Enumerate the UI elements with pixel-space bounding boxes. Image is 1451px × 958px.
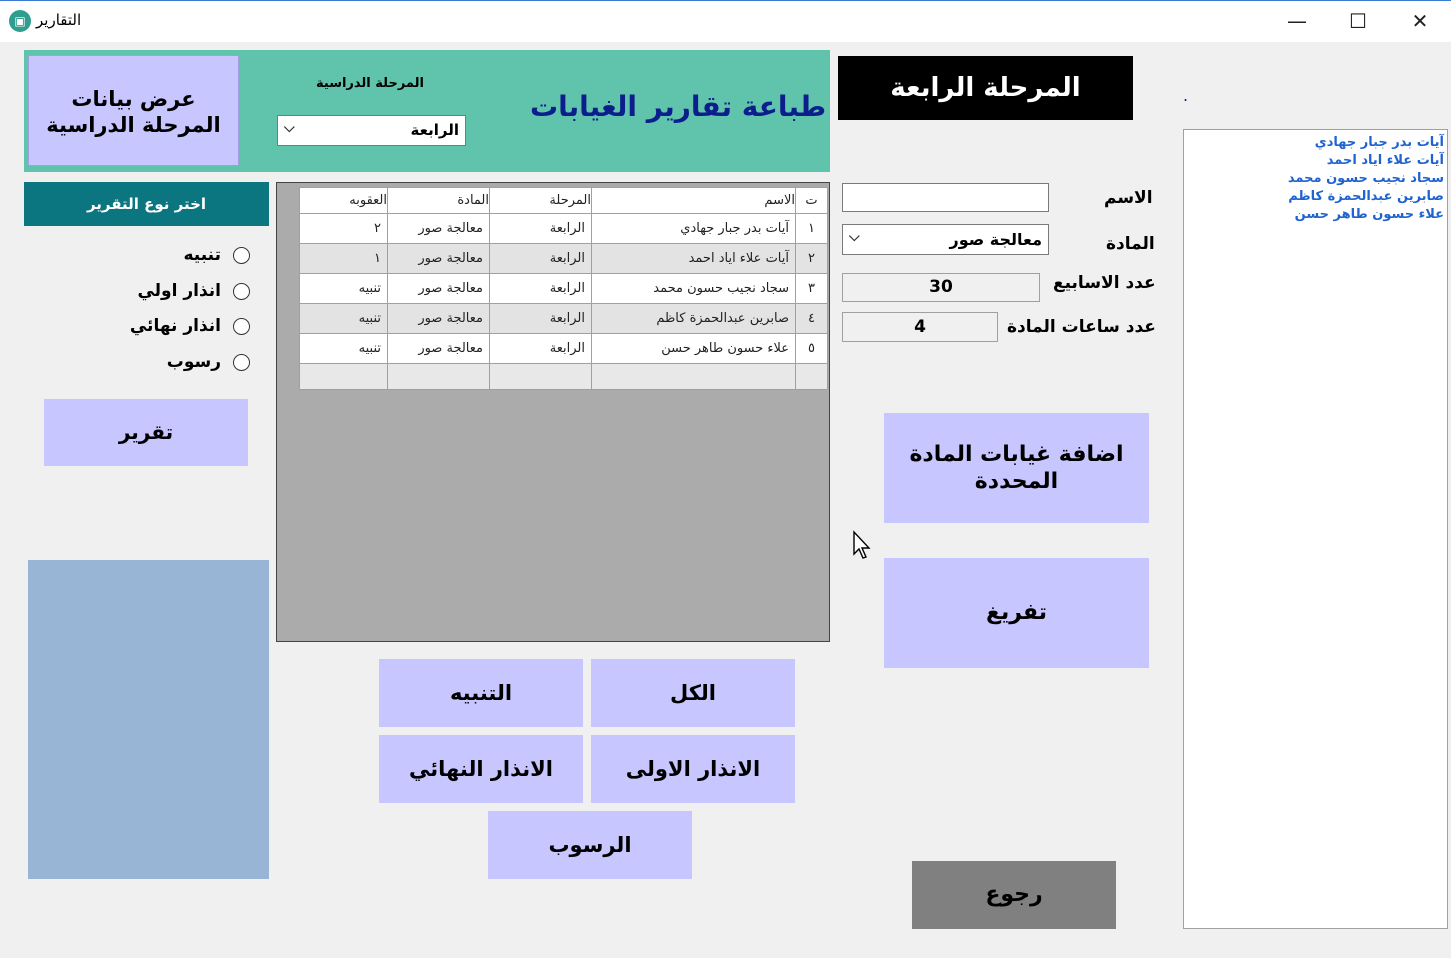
radio-circle-icon[interactable] <box>233 318 250 335</box>
subject-dropdown[interactable] <box>842 224 1049 255</box>
column-header-name[interactable]: الاسم <box>592 188 796 214</box>
list-item[interactable]: صابرين عبدالحمزة كاظم <box>1288 189 1444 204</box>
weeks-input[interactable]: 30 <box>842 273 1040 302</box>
add-absences-button[interactable]: اضافة غيابات المادة المحددة <box>884 413 1149 523</box>
stage-label: المرحلة الدراسية <box>316 76 424 91</box>
list-item[interactable]: آيات علاء اياد احمد <box>1326 153 1444 168</box>
clear-button[interactable]: تفريغ <box>884 558 1149 668</box>
cell-penalty[interactable]: تنبيه <box>300 274 388 304</box>
cell-no[interactable]: ١ <box>796 214 828 244</box>
cell-penalty[interactable]: تنبيه <box>300 334 388 364</box>
cell-name[interactable]: سجاد نجيب حسون محمد <box>592 274 796 304</box>
app-icon: ▣ <box>9 10 31 32</box>
dot-label: . <box>1183 86 1189 105</box>
list-item[interactable]: سجاد نجيب حسون محمد <box>1287 171 1444 186</box>
table-row-new[interactable] <box>300 364 828 390</box>
cell-subject[interactable]: معالجة صور <box>388 274 490 304</box>
stage-banner: المرحلة الرابعة <box>838 56 1133 120</box>
radio-label: انذار نهائي <box>129 316 221 336</box>
all-button[interactable]: الكل <box>591 659 795 727</box>
radio-circle-icon[interactable] <box>233 283 250 300</box>
cell-no[interactable]: ٤ <box>796 304 828 334</box>
name-input[interactable] <box>842 183 1049 212</box>
cell-stage[interactable]: الرابعة <box>490 334 592 364</box>
cell-no[interactable]: ٥ <box>796 334 828 364</box>
cell-name[interactable]: علاء حسون طاهر حسن <box>592 334 796 364</box>
radio-label: انذار اولي <box>137 281 221 301</box>
column-header-subject[interactable]: المادة <box>388 188 490 214</box>
cell-name[interactable]: آيات بدر جبار جهادي <box>592 214 796 244</box>
cell-subject[interactable]: معالجة صور <box>388 334 490 364</box>
column-header-no[interactable]: ت <box>796 188 828 214</box>
list-item[interactable]: آيات بدر جبار جهادي <box>1314 135 1444 150</box>
grid-header-row <box>300 188 828 214</box>
cell-subject[interactable]: معالجة صور <box>388 244 490 274</box>
cell-stage[interactable]: الرابعة <box>490 244 592 274</box>
cell-penalty[interactable]: ١ <box>300 244 388 274</box>
cell-stage[interactable]: الرابعة <box>490 304 592 334</box>
radio-first-warning[interactable] <box>110 281 250 301</box>
cell-stage[interactable]: الرابعة <box>490 274 592 304</box>
grid-table <box>299 187 828 390</box>
table-row[interactable] <box>300 274 828 304</box>
back-button[interactable]: رجوع <box>912 861 1116 929</box>
cell-no[interactable]: ٣ <box>796 274 828 304</box>
cell-penalty[interactable]: ٢ <box>300 214 388 244</box>
stage-dropdown[interactable] <box>277 115 466 146</box>
warning-button[interactable]: التنبيه <box>379 659 583 727</box>
cell-name[interactable]: آيات علاء اياد احمد <box>592 244 796 274</box>
column-header-stage[interactable]: المرحلة <box>490 188 592 214</box>
radio-circle-icon[interactable] <box>233 247 250 264</box>
window-title: التقارير <box>36 11 82 29</box>
data-grid[interactable] <box>276 182 830 642</box>
radio-fail[interactable] <box>130 352 250 372</box>
names-listbox[interactable] <box>1183 129 1448 929</box>
cell-stage[interactable]: الرابعة <box>490 214 592 244</box>
radio-label: رسوب <box>166 352 221 372</box>
minimize-button[interactable]: — <box>1287 9 1307 33</box>
cell-no[interactable]: ٢ <box>796 244 828 274</box>
radio-warning[interactable] <box>130 245 250 265</box>
hours-input[interactable]: 4 <box>842 312 998 342</box>
cell-empty[interactable] <box>490 364 592 390</box>
cell-penalty[interactable]: تنبيه <box>300 304 388 334</box>
side-panel <box>28 560 269 879</box>
cell-subject[interactable]: معالجة صور <box>388 304 490 334</box>
mouse-cursor-icon <box>852 530 872 560</box>
report-button[interactable]: تقرير <box>44 399 248 466</box>
subject-label: المادة <box>1106 234 1155 254</box>
cell-empty[interactable] <box>300 364 388 390</box>
title-bar <box>0 0 1451 42</box>
table-row[interactable] <box>300 214 828 244</box>
hours-label: عدد ساعات المادة <box>1007 317 1156 337</box>
maximize-button[interactable]: ☐ <box>1349 9 1367 33</box>
chevron-down-icon: ⌵ <box>284 120 295 136</box>
first-warning-button[interactable]: الانذار الاولى <box>591 735 795 803</box>
cell-empty[interactable] <box>388 364 490 390</box>
stage-dropdown-value: الرابعة <box>410 121 459 139</box>
show-stage-data-button[interactable]: عرض بيانات المرحلة الدراسية <box>28 55 239 166</box>
table-row[interactable] <box>300 334 828 364</box>
report-type-header: اختر نوع التقرير <box>24 182 269 226</box>
cell-empty[interactable] <box>592 364 796 390</box>
close-button[interactable]: ✕ <box>1411 9 1429 33</box>
radio-label: تنبيه <box>183 245 221 265</box>
cell-empty[interactable] <box>796 364 828 390</box>
column-header-penalty[interactable]: العقوبه <box>300 188 388 214</box>
chevron-down-icon: ⌵ <box>849 229 860 245</box>
cell-subject[interactable]: معالجة صور <box>388 214 490 244</box>
weeks-label: عدد الاسابيع <box>1053 273 1156 293</box>
subject-dropdown-value: معالجة صور <box>949 230 1042 249</box>
table-row[interactable] <box>300 244 828 274</box>
table-row[interactable] <box>300 304 828 334</box>
fail-button[interactable]: الرسوب <box>488 811 692 879</box>
final-warning-button[interactable]: الانذار النهائي <box>379 735 583 803</box>
name-label: الاسم <box>1104 188 1153 208</box>
cell-name[interactable]: صابرين عبدالحمزة كاظم <box>592 304 796 334</box>
radio-final-warning[interactable] <box>110 316 250 336</box>
radio-circle-icon[interactable] <box>233 354 250 371</box>
list-item[interactable]: علاء حسون طاهر حسن <box>1294 207 1444 222</box>
page-heading: طباعة تقارير الغيابات <box>530 90 827 123</box>
